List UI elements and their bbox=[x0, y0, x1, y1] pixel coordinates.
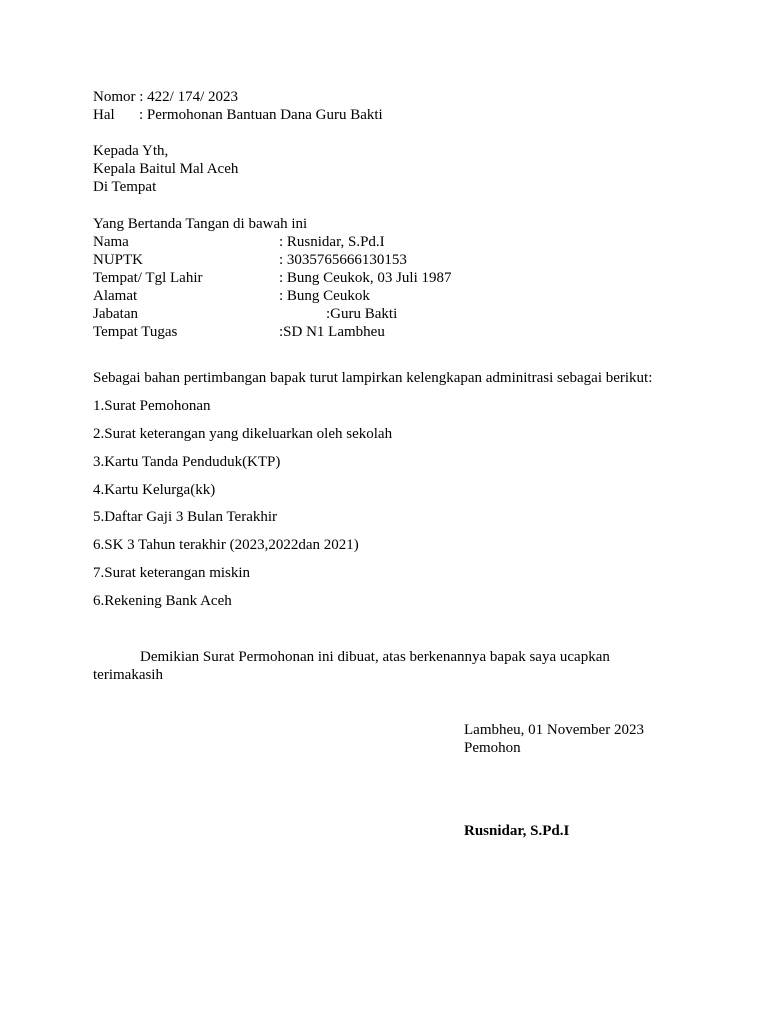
signature-name: Rusnidar, S.Pd.I bbox=[464, 823, 570, 839]
field-label-nama: Nama bbox=[93, 234, 129, 250]
field-label-ttl: Tempat/ Tgl Lahir bbox=[93, 270, 203, 286]
signer-intro: Yang Bertanda Tangan di bawah ini bbox=[93, 216, 308, 232]
field-value-nama: : Rusnidar, S.Pd.I bbox=[279, 234, 385, 250]
field-value-jabatan: :Guru Bakti bbox=[326, 306, 398, 322]
closing-line-2: terimakasih bbox=[93, 667, 163, 683]
subject-label: Hal bbox=[93, 107, 115, 123]
field-label-alamat: Alamat bbox=[93, 288, 138, 304]
list-item: 4.Kartu Kelurga(kk) bbox=[93, 482, 216, 498]
list-item: 1.Surat Pemohonan bbox=[93, 398, 211, 414]
list-item: 3.Kartu Tanda Penduduk(KTP) bbox=[93, 454, 281, 470]
field-value-tempat-tugas: :SD N1 Lambheu bbox=[279, 324, 385, 340]
closing-line-1: Demikian Surat Permohonan ini dibuat, atas berkenannya bapak saya ucapkan bbox=[140, 649, 610, 665]
recipient-salutation: Kepada Yth, bbox=[93, 143, 169, 159]
signature-place-date: Lambheu, 01 November 2023 bbox=[464, 722, 644, 738]
letter-number: Nomor : 422/ 174/ 2023 bbox=[93, 89, 238, 105]
field-label-tempat-tugas: Tempat Tugas bbox=[93, 324, 178, 340]
signature-role: Pemohon bbox=[464, 740, 521, 756]
list-item: 6.Rekening Bank Aceh bbox=[93, 593, 232, 609]
recipient-name: Kepala Baitul Mal Aceh bbox=[93, 161, 239, 177]
list-item: 7.Surat keterangan miskin bbox=[93, 565, 251, 581]
recipient-location: Di Tempat bbox=[93, 179, 157, 195]
list-item: 6.SK 3 Tahun terakhir (2023,2022dan 2021) bbox=[93, 537, 359, 553]
field-value-ttl: : Bung Ceukok, 03 Juli 1987 bbox=[279, 270, 452, 286]
field-label-nuptk: NUPTK bbox=[93, 252, 144, 268]
subject-value: : Permohonan Bantuan Dana Guru Bakti bbox=[139, 107, 383, 123]
field-label-jabatan: Jabatan bbox=[93, 306, 138, 322]
attachments-intro: Sebagai bahan pertimbangan bapak turut lampirkan kelengkapan adminitrasi sebagai berikut: bbox=[93, 370, 653, 386]
field-value-alamat: : Bung Ceukok bbox=[279, 288, 370, 304]
list-item: 2.Surat keterangan yang dikeluarkan oleh sekolah bbox=[93, 426, 393, 442]
field-value-nuptk: : 3035765666130153 bbox=[279, 252, 407, 268]
list-item: 5.Daftar Gaji 3 Bulan Terakhir bbox=[93, 509, 278, 525]
